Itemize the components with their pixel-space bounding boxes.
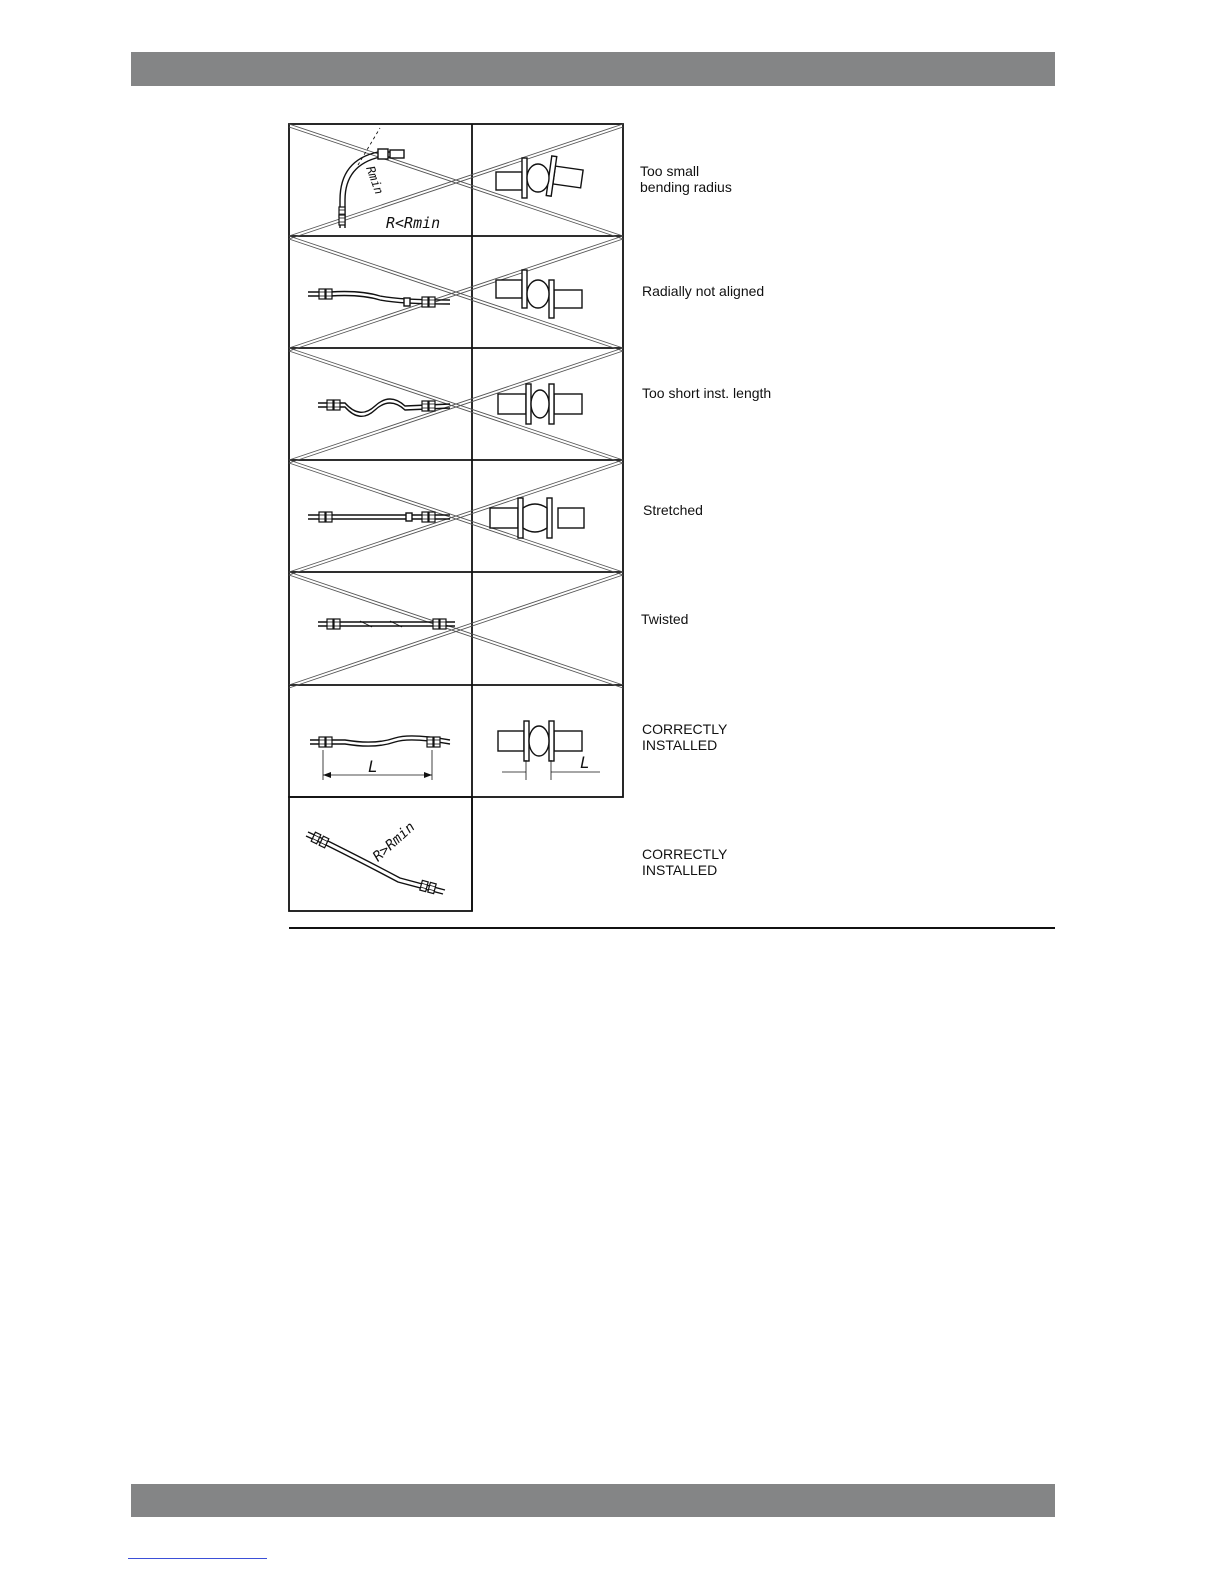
stretched-hose-drawing <box>308 512 450 522</box>
short-hose-drawing <box>318 399 450 416</box>
caption-too-short-inst-length: Too short inst. length <box>642 385 772 401</box>
correct-hose-drawing <box>310 736 450 780</box>
caption-radially-not-aligned: Radially not aligned <box>642 283 765 299</box>
caption-correctly-installed-1: CORRECTLY INSTALLED <box>642 721 728 753</box>
caption-twisted: Twisted <box>641 611 689 627</box>
figure-bottom-rule <box>289 927 1055 929</box>
bellows-length-label: L <box>580 753 590 772</box>
bent-hose-radius-label: Rmin <box>363 164 387 197</box>
caption-too-small-bending-radius: Too small bending radius <box>640 163 732 195</box>
caption-correctly-installed-2: CORRECTLY INSTALLED <box>642 846 728 878</box>
bent-hose-condition-label: R<Rmin <box>386 214 441 232</box>
twisted-hose-drawing <box>318 619 455 629</box>
correct-bend-radius-label: R>Rmin <box>369 819 419 865</box>
correct-bend-hose-drawing <box>306 832 445 894</box>
bellows-compressed-drawing <box>498 384 582 424</box>
footer-link-underline[interactable] <box>128 1558 267 1559</box>
hose-length-label: L <box>368 757 378 776</box>
footer-band <box>131 1484 1055 1517</box>
misaligned-hose-drawing <box>308 289 450 307</box>
caption-stretched: Stretched <box>643 502 703 518</box>
